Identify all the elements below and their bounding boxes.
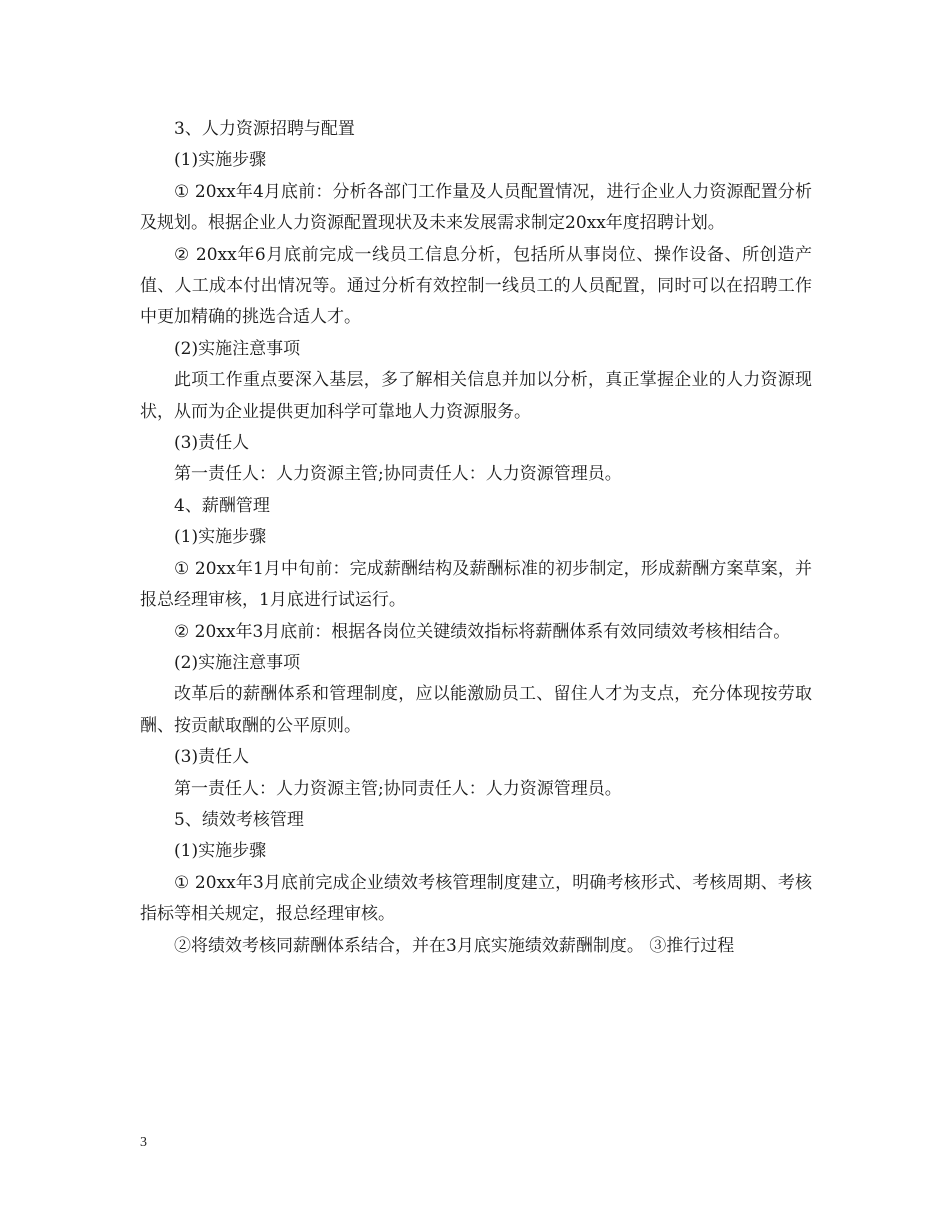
paragraph: ① 20xx年1月中旬前：完成薪酬结构及薪酬标准的初步制定，形成薪酬方案草案，并报总经理审核，1月底进行试运行。 [140, 558, 812, 611]
subheading-steps: (1)实施步骤 [174, 841, 267, 862]
paragraph: ② 20xx年3月底前：根据各岗位关键绩效指标将薪酬体系有效同绩效考核相结合。 [174, 621, 791, 642]
paragraph: 此项工作重点要深入基层，多了解相关信息并加以分析，真正掌握企业的人力资源现状，从而为企业提供更加科学可靠地人力资源服务。 [140, 370, 812, 422]
section-heading-performance: 5、绩效考核管理 [174, 809, 304, 830]
paragraph: ① 20xx年4月底前：分析各部门工作量及人员配置情况，进行企业人力资源配置分析及规划。根据企业人力资源配置现状及未来发展需求制定20xx年度招聘计划。 [140, 181, 812, 234]
section-heading-recruitment: 3、人力资源招聘与配置 [174, 119, 355, 139]
paragraph: ② 20xx年6月底前完成一线员工信息分析，包括所从事岗位、操作设备、所创造产值、人工成本付出情况等。通过分析有效控制一线员工的人员配置，同时可以在招聘工作中更加精确的挑选合适人才。 [140, 244, 812, 328]
subheading-notes: (2)实施注意事项 [174, 338, 301, 359]
subheading-responsible: (3)责任人 [174, 747, 250, 768]
paragraph: 改革后的薪酬体系和管理制度，应以能激励员工、留住人才为支点，充分体现按劳取酬、按贡献取酬的公平原则。 [140, 684, 812, 736]
subheading-steps: (1)实施步骤 [174, 527, 267, 548]
paragraph: 第一责任人：人力资源主管;协同责任人：人力资源管理员。 [174, 464, 622, 485]
document-body [140, 114, 812, 962]
paragraph: ① 20xx年3月底前完成企业绩效考核管理制度建立，明确考核形式、考核周期、考核指标等相关规定，报总经理审核。 [140, 872, 812, 925]
section-heading-salary: 4、薪酬管理 [174, 495, 270, 516]
subheading-steps: (1)实施步骤 [174, 150, 267, 171]
subheading-responsible: (3)责任人 [174, 433, 250, 454]
page-number: 3 [140, 1135, 147, 1150]
paragraph: ②将绩效考核同薪酬体系结合，并在3月底实施绩效薪酬制度。 ③推行过程 [174, 935, 735, 956]
subheading-notes: (2)实施注意事项 [174, 652, 301, 673]
paragraph: 第一责任人：人力资源主管;协同责任人：人力资源管理员。 [174, 778, 622, 799]
